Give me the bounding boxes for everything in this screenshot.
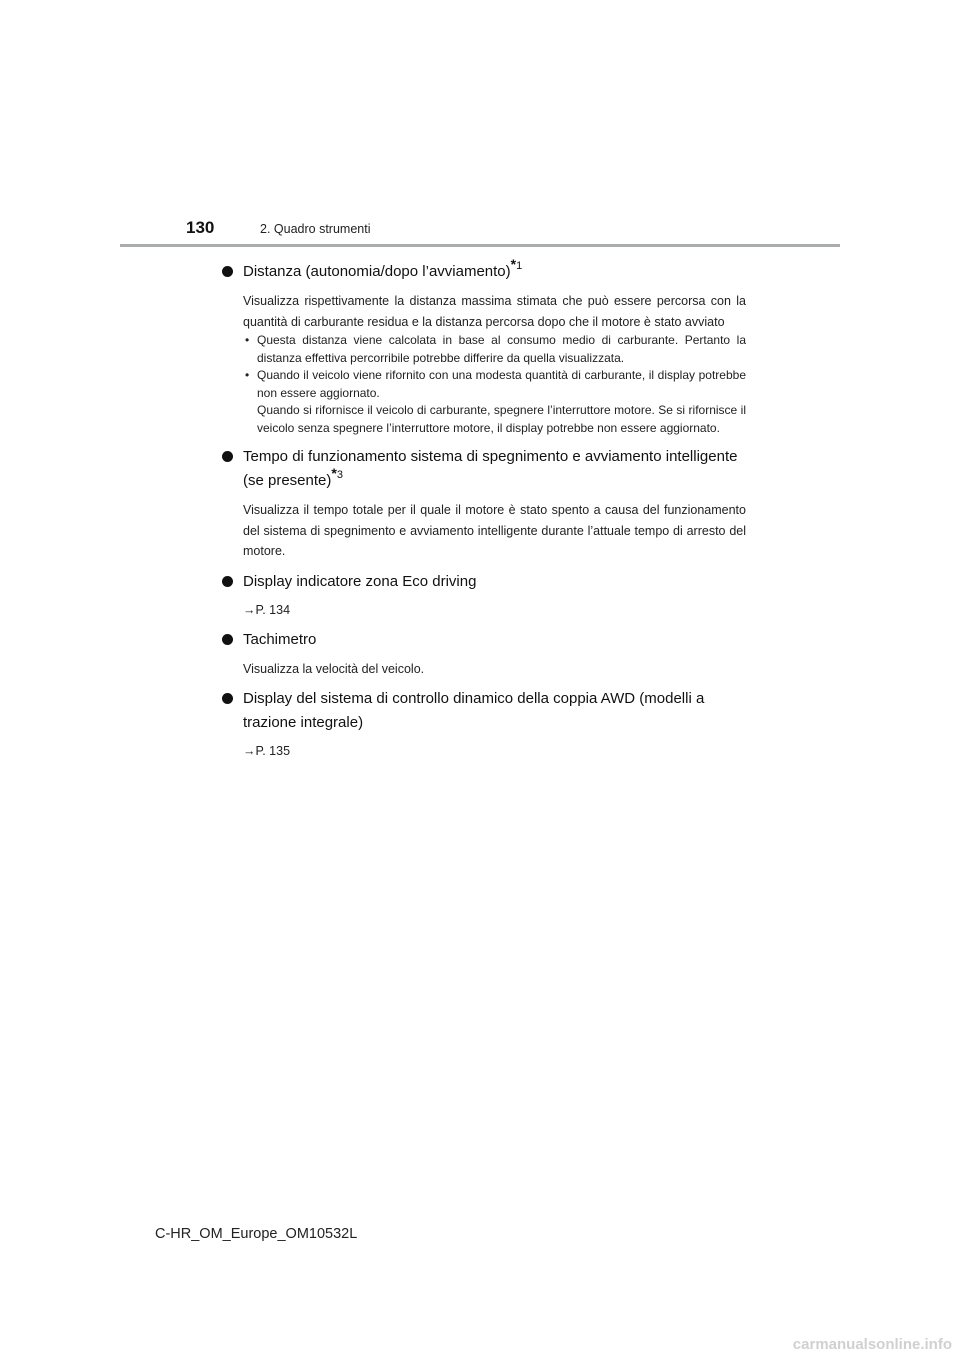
bullet-icon xyxy=(222,266,233,277)
chapter-title: 2. Quadro strumenti xyxy=(260,222,371,236)
page-reference-link[interactable]: →P. 135 xyxy=(243,744,291,758)
section-title: Display del sistema di controllo dinamico della coppia AWD (modelli a trazione integrale) xyxy=(243,690,705,731)
section-awd-display xyxy=(222,687,746,761)
bullet-icon xyxy=(222,576,233,587)
bullet-icon xyxy=(222,634,233,645)
section-description: Visualizza rispettivamente la distanza massima stimata che può essere percorsa con la quantità di carburante residua e la distanza percorsa dopo che il motore è stato avviato xyxy=(243,294,746,329)
bullet-icon xyxy=(222,693,233,704)
section-title: Tachimetro xyxy=(243,630,317,648)
bullet-icon xyxy=(222,451,233,462)
header-divider xyxy=(120,244,840,247)
section-description: Visualizza la velocità del veicolo. xyxy=(243,661,425,676)
section-heading xyxy=(222,445,746,493)
section-title: Distanza (autonomia/dopo l’avviamento) xyxy=(243,263,511,280)
watermark: carmanualsonline.info xyxy=(792,1336,952,1353)
section-description: Visualizza il tempo totale per il quale il motore è stato spento a causa del funzionamento del sistema di spegnimento e avviamento intelligente durante l’attuale tempo di arresto del motore. xyxy=(243,503,746,558)
section-tachometer xyxy=(222,628,746,680)
section-stop-start-time xyxy=(222,445,746,562)
footnote-ref: *3 xyxy=(331,465,343,481)
section-eco-driving xyxy=(222,570,746,620)
section-heading xyxy=(222,570,746,594)
section-heading xyxy=(222,256,746,284)
sub-point: • Questa distanza viene calcolata in base al consumo medio di carburante. Pertanto la distanza effettiva percorribile potrebbe differire da quella visualizzata. xyxy=(245,333,746,365)
sub-point: • Quando il veicolo viene rifornito con una modesta quantità di carburante, il display potrebbe non essere aggiornato. Quando si rifornisce il veicolo di carburante, spegnere l’interruttore motore. Se si rifornisce il veicolo senza spegnere l’interruttore motore, il display potrebbe non essere aggiornato. xyxy=(245,368,746,435)
section-title: Display indicatore zona Eco driving xyxy=(243,572,477,590)
document-code: C-HR_OM_Europe_OM10532L xyxy=(155,1226,358,1242)
footnote-ref: *1 xyxy=(510,256,523,272)
section-heading xyxy=(222,628,746,652)
sub-bullet-icon: • xyxy=(245,333,250,347)
sub-bullet-icon: • xyxy=(245,368,250,382)
section-title: Tempo di funzionamento sistema di spegnimento e avviamento intelligente (se presente) xyxy=(243,448,738,489)
section-distance xyxy=(222,256,746,437)
page-content xyxy=(222,252,746,761)
page-reference-link[interactable]: →P. 134 xyxy=(243,602,291,617)
page-number: 130 xyxy=(186,218,215,237)
sub-point-list xyxy=(222,332,746,437)
section-heading xyxy=(222,687,746,735)
